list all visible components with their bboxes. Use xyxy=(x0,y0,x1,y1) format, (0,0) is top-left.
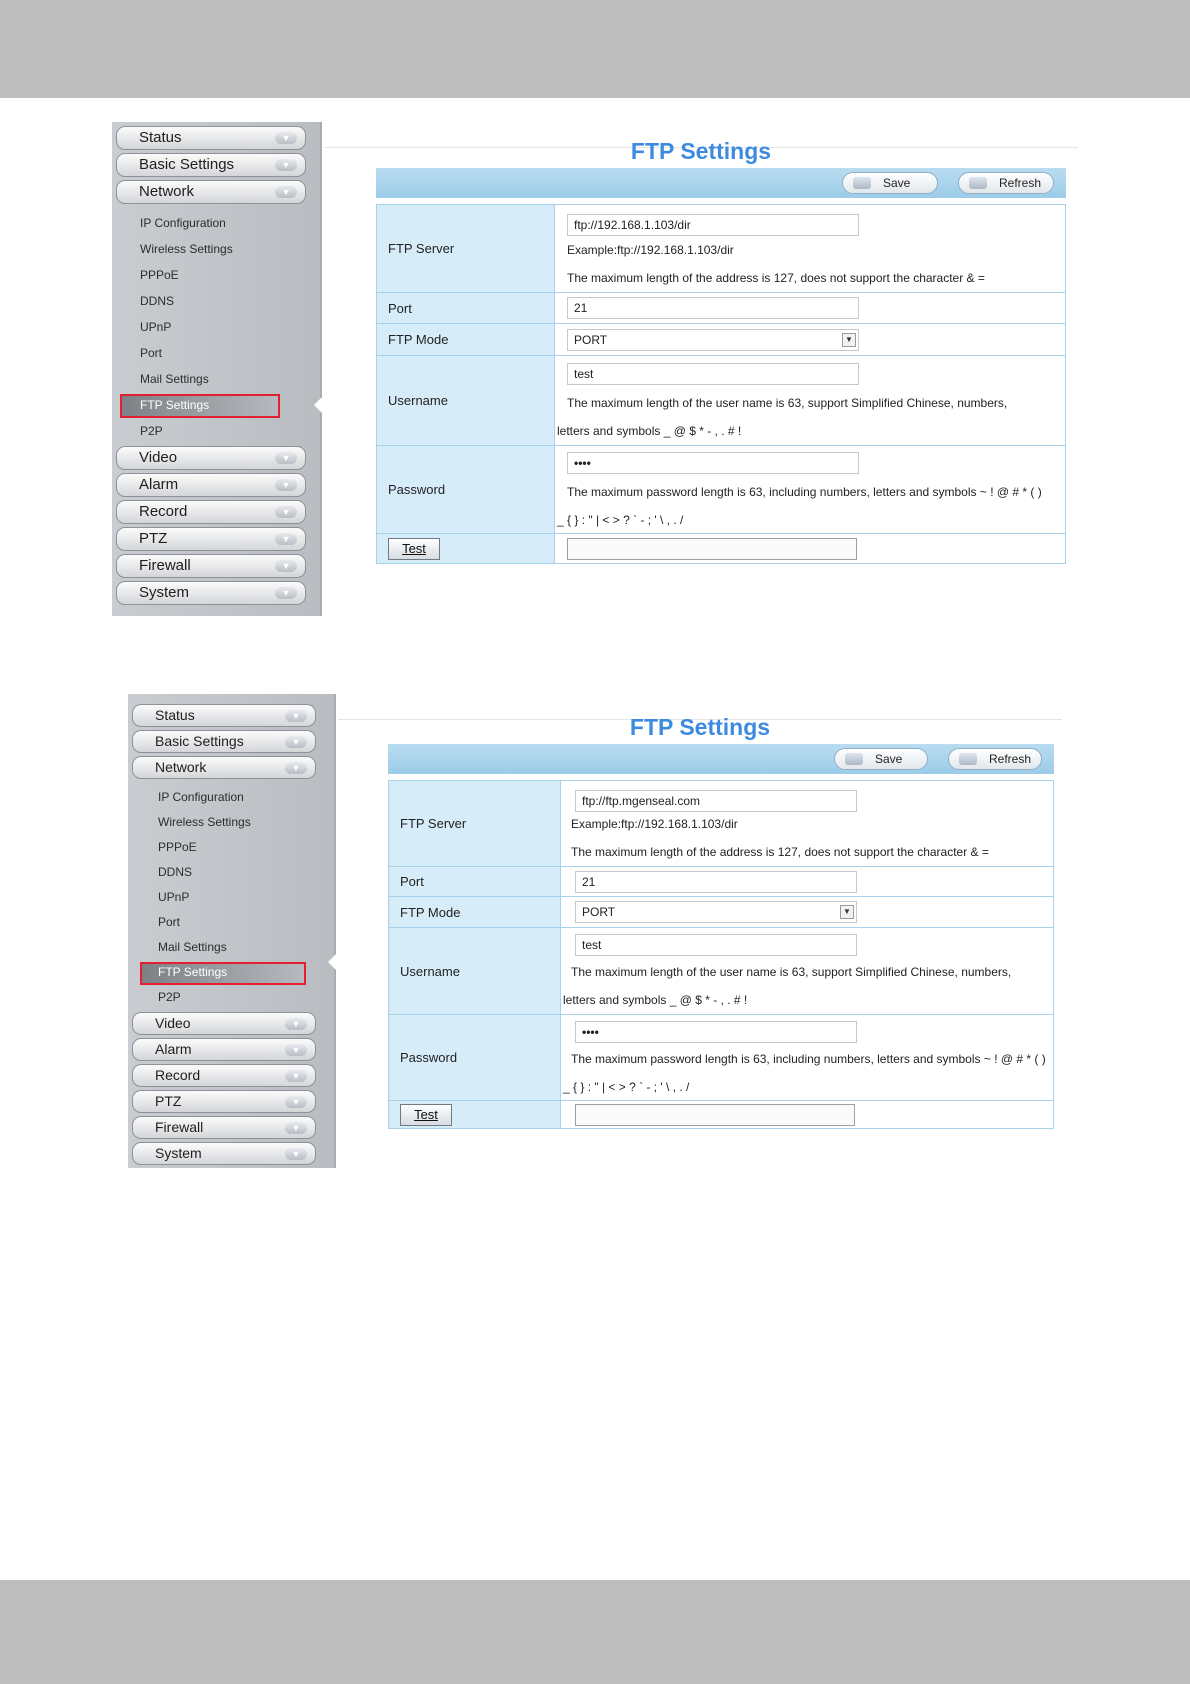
menu-firewall[interactable]: Firewall ▼ xyxy=(116,554,306,578)
refresh-icon xyxy=(959,753,977,765)
chevron-down-icon: ▼ xyxy=(285,1018,307,1030)
sidebar-item-ddns[interactable]: DDNS xyxy=(140,294,175,308)
chevron-down-icon[interactable]: ▼ xyxy=(842,333,856,347)
password-label: Password xyxy=(389,1015,561,1101)
page-title: FTP Settings xyxy=(629,714,771,740)
test-button[interactable]: Test xyxy=(400,1104,452,1126)
chevron-down-icon: ▼ xyxy=(275,587,297,599)
save-icon xyxy=(845,753,863,765)
chevron-down-icon[interactable]: ▼ xyxy=(840,905,854,919)
password-note-line-2: _ { } : " | < > ? ` - ; ' \ , . / xyxy=(557,512,684,527)
ftp-settings-form xyxy=(376,204,1066,564)
password-note-line-1: The maximum password length is 63, including numbers, letters and symbols ~ ! @ # * ( ) xyxy=(567,484,1042,499)
test-result-field xyxy=(567,538,857,560)
sidebar-item-upnp[interactable]: UPnP xyxy=(140,320,172,334)
sidebar-item-port[interactable]: Port xyxy=(158,915,181,929)
main-content xyxy=(338,694,1062,1168)
chevron-down-icon: ▼ xyxy=(285,1096,307,1108)
ftp-server-example: Example:ftp://192.168.1.103/dir xyxy=(567,242,734,257)
menu-system[interactable]: System ▼ xyxy=(116,581,306,605)
username-input[interactable]: test xyxy=(575,934,857,956)
menu-alarm[interactable]: Alarm ▼ xyxy=(132,1038,316,1061)
password-note-line-1: The maximum password length is 63, including numbers, letters and symbols ~ ! @ # * ( ) xyxy=(571,1051,1046,1066)
sidebar-item-ip-configuration[interactable]: IP Configuration xyxy=(158,790,244,804)
ftp-settings-screenshot-2 xyxy=(128,694,1062,1168)
menu-basic-settings[interactable]: Basic Settings ▼ xyxy=(116,153,306,177)
port-input[interactable]: 21 xyxy=(567,297,859,319)
save-button[interactable]: Save xyxy=(842,172,938,194)
ftp-server-note: The maximum length of the address is 127, does not support the character & = xyxy=(567,270,985,285)
chevron-down-icon: ▼ xyxy=(285,1070,307,1082)
sidebar-item-p2p[interactable]: P2P xyxy=(140,424,163,438)
ftp-settings-form xyxy=(388,780,1054,1129)
chevron-down-icon: ▼ xyxy=(275,186,297,198)
ftp-server-label: FTP Server xyxy=(377,205,555,293)
password-label: Password xyxy=(377,446,555,534)
ftp-mode-select[interactable]: PORT ▼ xyxy=(567,329,859,351)
save-icon xyxy=(853,177,871,189)
chevron-down-icon: ▼ xyxy=(275,159,297,171)
username-note-line-1: The maximum length of the user name is 63, support Simplified Chinese, numbers, xyxy=(567,395,1008,410)
ftp-server-input[interactable]: ftp://192.168.1.103/dir xyxy=(567,214,859,236)
page-title: FTP Settings xyxy=(630,138,772,164)
menu-video[interactable]: Video ▼ xyxy=(116,446,306,470)
chevron-down-icon: ▼ xyxy=(275,479,297,491)
username-note-line-2: letters and symbols _ @ $ * - , . # ! xyxy=(557,423,742,438)
sidebar-menu xyxy=(128,694,336,1168)
chevron-down-icon: ▼ xyxy=(285,1044,307,1056)
password-input[interactable]: •••• xyxy=(575,1021,857,1043)
ftp-server-note: The maximum length of the address is 127, does not support the character & = xyxy=(571,844,989,859)
ftp-mode-select[interactable]: PORT ▼ xyxy=(575,901,857,923)
port-label: Port xyxy=(389,867,561,897)
username-input[interactable]: test xyxy=(567,363,859,385)
save-button[interactable]: Save xyxy=(834,748,928,770)
menu-ptz[interactable]: PTZ ▼ xyxy=(132,1090,316,1113)
network-submenu xyxy=(128,782,334,1012)
refresh-icon xyxy=(969,177,987,189)
password-input[interactable]: •••• xyxy=(567,452,859,474)
test-button[interactable]: Test xyxy=(388,538,440,560)
refresh-button[interactable]: Refresh xyxy=(958,172,1054,194)
sidebar-item-pppoe[interactable]: PPPoE xyxy=(158,840,197,854)
username-note-line-2: letters and symbols _ @ $ * - , . # ! xyxy=(563,993,748,1007)
main-content xyxy=(324,122,1078,616)
menu-video[interactable]: Video ▼ xyxy=(132,1012,316,1035)
ftp-server-input[interactable]: ftp://ftp.mgenseal.com xyxy=(575,790,857,812)
chevron-down-icon: ▼ xyxy=(285,710,307,722)
menu-basic-settings[interactable]: Basic Settings ▼ xyxy=(132,730,316,753)
port-input[interactable]: 21 xyxy=(575,871,857,893)
menu-firewall[interactable]: Firewall ▼ xyxy=(132,1116,316,1139)
active-pointer-icon xyxy=(328,954,336,970)
sidebar-item-ftp-settings[interactable]: FTP Settings xyxy=(112,392,320,418)
ftp-server-label: FTP Server xyxy=(389,781,561,867)
sidebar-item-mail-settings[interactable]: Mail Settings xyxy=(140,372,209,386)
page-header-band xyxy=(0,0,1190,98)
sidebar-item-ip-configuration[interactable]: IP Configuration xyxy=(140,216,226,230)
menu-ptz[interactable]: PTZ ▼ xyxy=(116,527,306,551)
chevron-down-icon: ▼ xyxy=(275,132,297,144)
port-label: Port xyxy=(377,293,555,324)
sidebar-item-wireless-settings[interactable]: Wireless Settings xyxy=(140,242,233,256)
toolbar xyxy=(388,744,1054,774)
toolbar xyxy=(376,168,1066,198)
chevron-down-icon: ▼ xyxy=(285,1148,307,1160)
menu-network[interactable]: Network ▼ xyxy=(132,756,316,779)
ftp-server-example: Example:ftp://192.168.1.103/dir xyxy=(571,816,738,831)
menu-alarm[interactable]: Alarm ▼ xyxy=(116,473,306,497)
menu-status[interactable]: Status ▼ xyxy=(116,126,306,150)
sidebar-item-upnp[interactable]: UPnP xyxy=(158,890,190,904)
ftp-settings-screenshot-1 xyxy=(112,122,1078,616)
username-note-line-1: The maximum length of the user name is 63, support Simplified Chinese, numbers, xyxy=(571,965,1012,979)
chevron-down-icon: ▼ xyxy=(275,452,297,464)
menu-system[interactable]: System ▼ xyxy=(132,1142,316,1165)
sidebar-item-p2p[interactable]: P2P xyxy=(158,990,181,1004)
sidebar-item-port[interactable]: Port xyxy=(140,346,163,360)
sidebar-item-mail-settings[interactable]: Mail Settings xyxy=(158,940,227,954)
chevron-down-icon: ▼ xyxy=(285,762,307,774)
chevron-down-icon: ▼ xyxy=(275,506,297,518)
menu-record[interactable]: Record ▼ xyxy=(132,1064,316,1087)
test-result-field xyxy=(575,1104,855,1126)
menu-status[interactable]: Status ▼ xyxy=(132,704,316,727)
chevron-down-icon: ▼ xyxy=(285,736,307,748)
refresh-button[interactable]: Refresh xyxy=(948,748,1042,770)
password-note-line-2: _ { } : " | < > ? ` - ; ' \ , . / xyxy=(563,1079,690,1094)
menu-network[interactable]: Network ▼ xyxy=(116,180,306,204)
menu-record[interactable]: Record ▼ xyxy=(116,500,306,524)
sidebar-item-ddns[interactable]: DDNS xyxy=(158,865,193,879)
page-footer-band xyxy=(0,1580,1190,1684)
chevron-down-icon: ▼ xyxy=(275,560,297,572)
username-label: Username xyxy=(389,928,561,1015)
sidebar-item-wireless-settings[interactable]: Wireless Settings xyxy=(158,815,251,829)
network-submenu xyxy=(112,207,320,446)
ftp-mode-label: FTP Mode xyxy=(389,897,561,928)
chevron-down-icon: ▼ xyxy=(285,1122,307,1134)
sidebar-item-pppoe[interactable]: PPPoE xyxy=(140,268,179,282)
active-pointer-icon xyxy=(314,397,322,413)
username-label: Username xyxy=(377,356,555,446)
sidebar-menu xyxy=(112,122,322,616)
ftp-mode-label: FTP Mode xyxy=(377,324,555,356)
sidebar-item-ftp-settings[interactable]: FTP Settings xyxy=(128,960,334,985)
chevron-down-icon: ▼ xyxy=(275,533,297,545)
